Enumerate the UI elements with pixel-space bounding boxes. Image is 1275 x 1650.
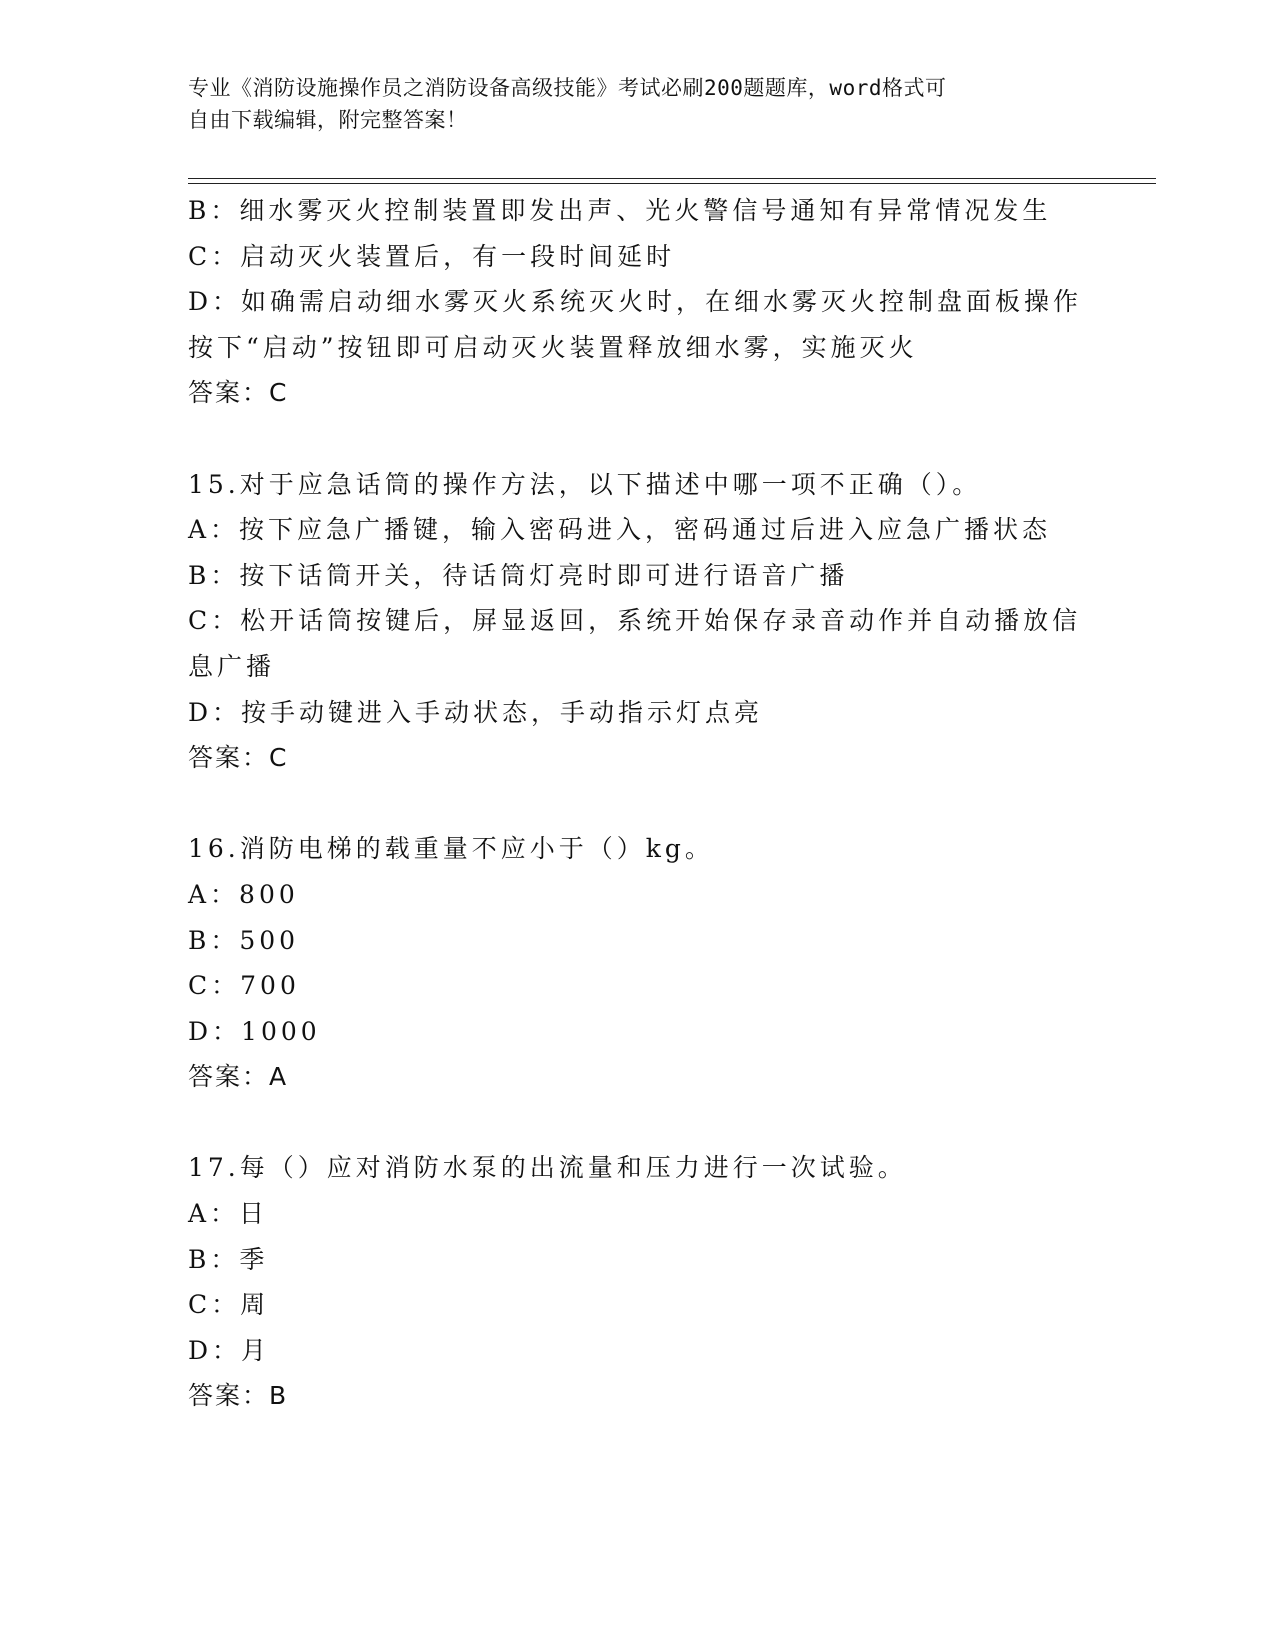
question-text: 15.对于应急话筒的操作方法，以下描述中哪一项不正确（）。 — [188, 469, 982, 499]
question-16 — [188, 826, 1088, 1100]
document-header — [188, 72, 1068, 136]
option-b: B：季 — [188, 1244, 269, 1274]
question-text: 16.消防电梯的载重量不应小于（）kg。 — [188, 834, 714, 864]
question-17 — [188, 1145, 1088, 1419]
option-c-line-2: 息广播 — [188, 651, 276, 681]
option-d-line-2: 按下“启动”按钮即可启动灭火装置释放细水雾，实施灭火 — [188, 332, 918, 362]
option-a: A：按下应急广播键，输入密码进入，密码通过后进入应急广播状态 — [188, 515, 1052, 545]
option-b: B：按下话筒开关，待话筒灯亮时即可进行语音广播 — [188, 560, 849, 590]
option-d: D：月 — [188, 1335, 271, 1365]
spacer — [188, 781, 1088, 827]
header-divider-top — [188, 178, 1156, 179]
option-c: C：启动灭火装置后，有一段时间延时 — [188, 241, 676, 271]
header-divider-bottom — [188, 183, 1156, 184]
option-a: A：800 — [188, 879, 299, 909]
option-d-line-1: D：如确需启动细水雾灭火系统灭火时，在细水雾灭火控制盘面板操作 — [188, 287, 1083, 317]
answer: 答案：C — [188, 378, 289, 408]
question-text: 17.每（）应对消防水泵的出流量和压力进行一次试验。 — [188, 1153, 907, 1183]
spacer — [188, 1100, 1088, 1146]
question-15 — [188, 462, 1088, 781]
question-14-continued — [188, 188, 1088, 416]
answer: 答案：A — [188, 1062, 289, 1092]
answer: 答案：B — [188, 1381, 289, 1411]
question-list — [188, 188, 1088, 1419]
option-d: D：按手动键进入手动状态，手动指示灯点亮 — [188, 697, 764, 727]
option-c-line-1: C：松开话筒按键后，屏显返回，系统开始保存录音动作并自动播放信 — [188, 606, 1082, 636]
option-a: A：日 — [188, 1199, 269, 1229]
option-b: B：细水雾灭火控制装置即发出声、光火警信号通知有异常情况发生 — [188, 196, 1052, 225]
option-c: C：周 — [188, 1290, 270, 1320]
spacer — [188, 416, 1088, 462]
option-b: B：500 — [188, 925, 300, 955]
option-c: C：700 — [188, 971, 300, 1001]
header-title-line-1: 专业《消防设施操作员之消防设备高级技能》考试必刷200题题库，word格式可 — [188, 76, 947, 100]
answer: 答案：C — [188, 743, 289, 773]
header-title-line-2: 自由下载编辑，附完整答案！ — [188, 108, 468, 132]
option-d: D：1000 — [188, 1016, 321, 1046]
